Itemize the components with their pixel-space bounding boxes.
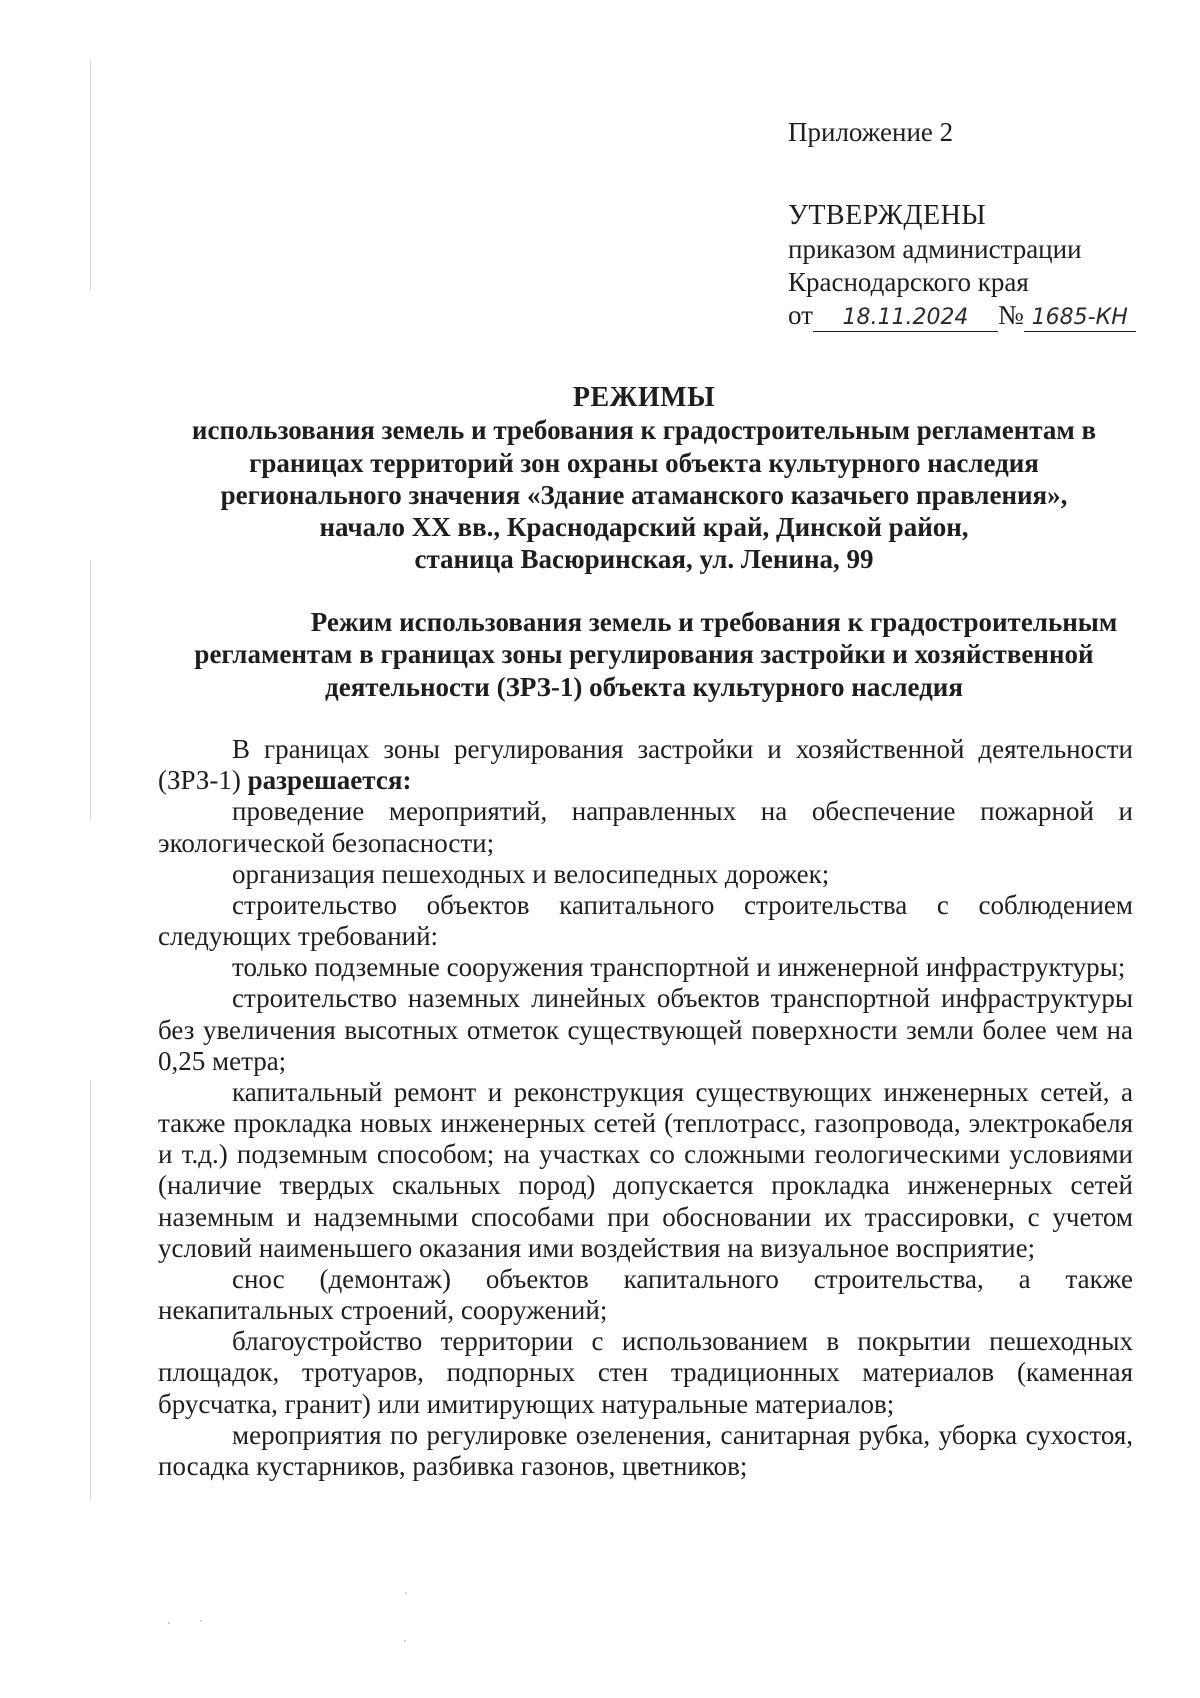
intro-paragraph <box>158 734 1133 796</box>
scan-speck <box>405 1592 407 1594</box>
intro-bold: разрешается: <box>247 765 412 796</box>
title-line: регионального значения «Здание атаманского казачьего правления», <box>220 479 1068 510</box>
section-heading-line: деятельности (ЗРЗ-1) объекта культурного наследия <box>325 671 963 702</box>
approval-order-line: приказом администрации <box>788 234 1082 265</box>
approved-label: УТВЕРЖДЕНЫ <box>788 199 987 231</box>
number-label: № <box>997 299 1024 330</box>
handwritten-order-number: 1685-КН <box>1024 305 1136 332</box>
title-line: границах территорий зон охраны объекта культурного наследия <box>249 447 1039 478</box>
intro-text: В границах зоны регулирования застройки и хозяйственной деятельности (ЗРЗ-1) <box>158 734 1133 796</box>
list-item: строительство наземных линейных объектов транспортной инфраструктуры без увеличения высотных отметок существующей поверхности земли более чем на 0,25 метра; <box>158 983 1133 1076</box>
approval-authority-line: Краснодарского края <box>788 267 1029 298</box>
list-item: только подземные сооружения транспортной и инженерной инфраструктуры; <box>232 952 1126 983</box>
scan-margin-mark <box>90 560 91 820</box>
list-item: благоустройство территории с использованием в покрытии пешеходных площадок, тротуаров, подпорных стен традиционных материалов (каменная брусчатка, гранит) или имитирующих натуральные материалов; <box>158 1326 1133 1419</box>
section-heading-line: Режим использования земель и требования к градостроительным <box>310 607 1118 637</box>
annex-label: Приложение 2 <box>788 117 954 147</box>
scan-speck <box>404 1640 406 1642</box>
approval-date-line <box>788 299 1136 332</box>
list-item: капитальный ремонт и реконструкция существующих инженерных сетей, а также прокладка новых инженерных сетей (теплотрасс, газопровода, электрокабеля и т.д.) подземным способом; на участках со сложными геологическими условиями (наличие твердых скальных пород) допускается прокладка инженерных сетей наземным и надземными способами при обосновании их трассировки, с учетом условий наименьшего оказания ими воздействия на визуальное восприятие; <box>158 1076 1133 1263</box>
title-line: использования земель и требования к градостроительным регламентам в <box>191 415 1097 446</box>
section-heading <box>150 606 1138 703</box>
list-item: снос (демонтаж) объектов капитального строительства, а также некапитальных строений, сооружений; <box>158 1263 1133 1326</box>
list-item: организация пешеходных и велосипедных дорожек; <box>232 858 830 889</box>
handwritten-date: 18.11.2024 <box>813 305 998 332</box>
list-item: строительство объектов капитального строительства с соблюдением следующих требований: <box>158 889 1133 952</box>
document-title <box>150 381 1138 576</box>
scan-speck <box>168 1622 170 1624</box>
list-item: проведение мероприятий, направленных на обеспечение пожарной и экологической безопасности; <box>158 796 1133 858</box>
body-text <box>158 734 1133 1482</box>
scan-margin-mark <box>90 60 91 290</box>
title-line: станица Васюринская, ул. Ленина, 99 <box>414 544 874 575</box>
scan-speck <box>200 1620 202 1622</box>
section-heading-line: регламентам в границах зоны регулирования застройки и хозяйственной <box>194 639 1094 670</box>
list-item: мероприятия по регулировке озеленения, санитарная рубка, уборка сухостоя, посадка кустарников, разбивка газонов, цветников; <box>158 1419 1133 1481</box>
title-line: начало XX вв., Краснодарский край, Динской район, <box>319 512 969 543</box>
title-main: РЕЖИМЫ <box>572 382 716 413</box>
scan-margin-mark <box>90 1080 91 1500</box>
from-label: от <box>788 299 813 330</box>
approval-block <box>788 116 1136 332</box>
